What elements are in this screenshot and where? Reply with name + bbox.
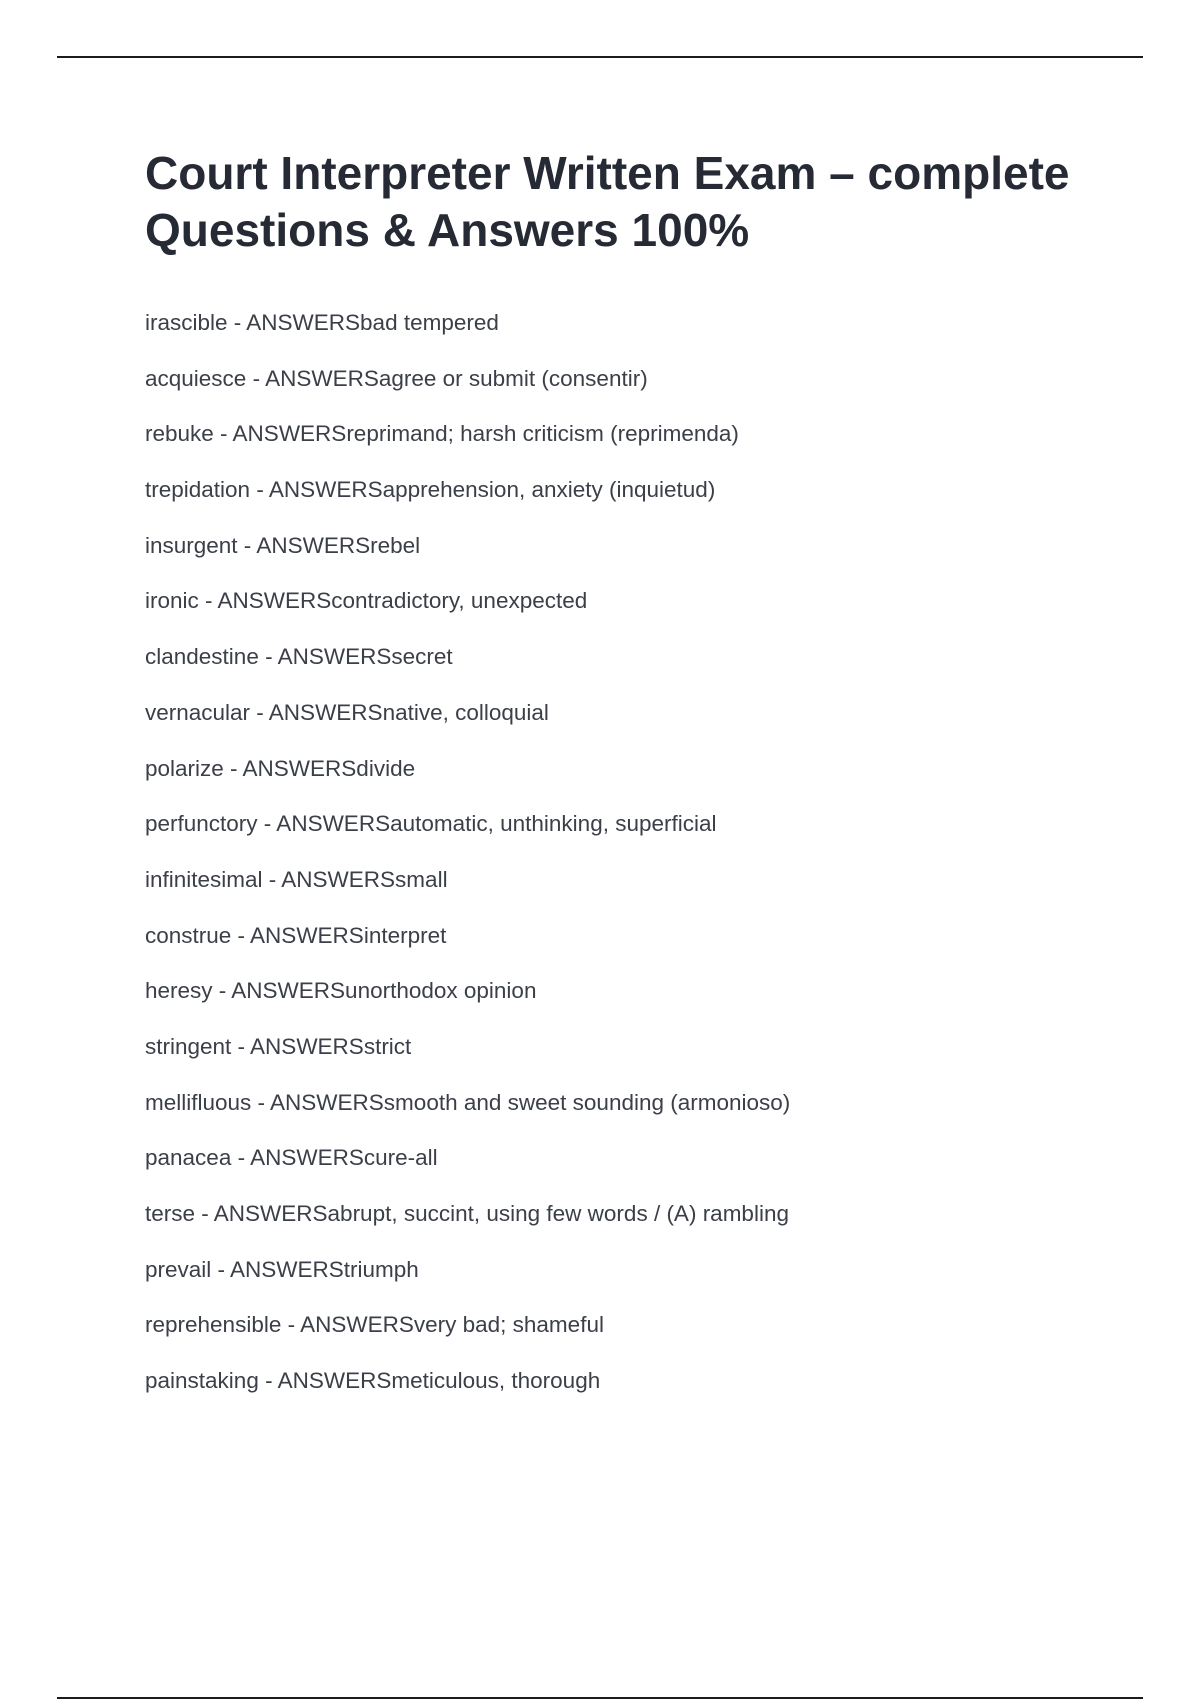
qa-item: mellifluous - ANSWERSsmooth and sweet sounding (armonioso): [145, 1089, 791, 1115]
qa-item: trepidation - ANSWERSapprehension, anxiety (inquietud): [145, 477, 716, 503]
qa-item: insurgent - ANSWERSrebel: [145, 532, 421, 558]
qa-item: heresy - ANSWERSunorthodox opinion: [145, 978, 537, 1004]
qa-item: irascible - ANSWERSbad tempered: [145, 310, 499, 335]
qa-item: terse - ANSWERSabrupt, succint, using few words / (A) rambling: [145, 1201, 789, 1226]
qa-list: [145, 310, 790, 1424]
qa-item: acquiesce - ANSWERSagree or submit (consentir): [145, 365, 648, 391]
qa-item: polarize - ANSWERSdivide: [145, 755, 416, 781]
qa-item: infinitesimal - ANSWERSsmall: [145, 866, 448, 892]
qa-item: painstaking - ANSWERSmeticulous, thorough: [145, 1368, 601, 1394]
qa-item: prevail - ANSWERStriumph: [145, 1256, 419, 1282]
qa-item: reprehensible - ANSWERSvery bad; shameful: [145, 1312, 604, 1338]
top-rule: [57, 56, 1143, 58]
document-title: Court Interpreter Written Exam – complete Questions & Answers 100%: [145, 147, 1070, 256]
qa-item: clandestine - ANSWERSsecret: [145, 644, 453, 670]
qa-item: panacea - ANSWERScure-all: [145, 1145, 438, 1171]
document-body: [145, 145, 1105, 1394]
qa-item: stringent - ANSWERSstrict: [145, 1033, 412, 1059]
qa-item: construe - ANSWERSinterpret: [145, 922, 447, 948]
qa-item: rebuke - ANSWERSreprimand; harsh criticism (reprimenda): [145, 421, 739, 447]
qa-item: perfunctory - ANSWERSautomatic, unthinking, superficial: [145, 811, 717, 837]
qa-item: vernacular - ANSWERSnative, colloquial: [145, 699, 549, 725]
bottom-rule: [57, 1697, 1143, 1699]
qa-item: ironic - ANSWERScontradictory, unexpected: [145, 588, 588, 614]
